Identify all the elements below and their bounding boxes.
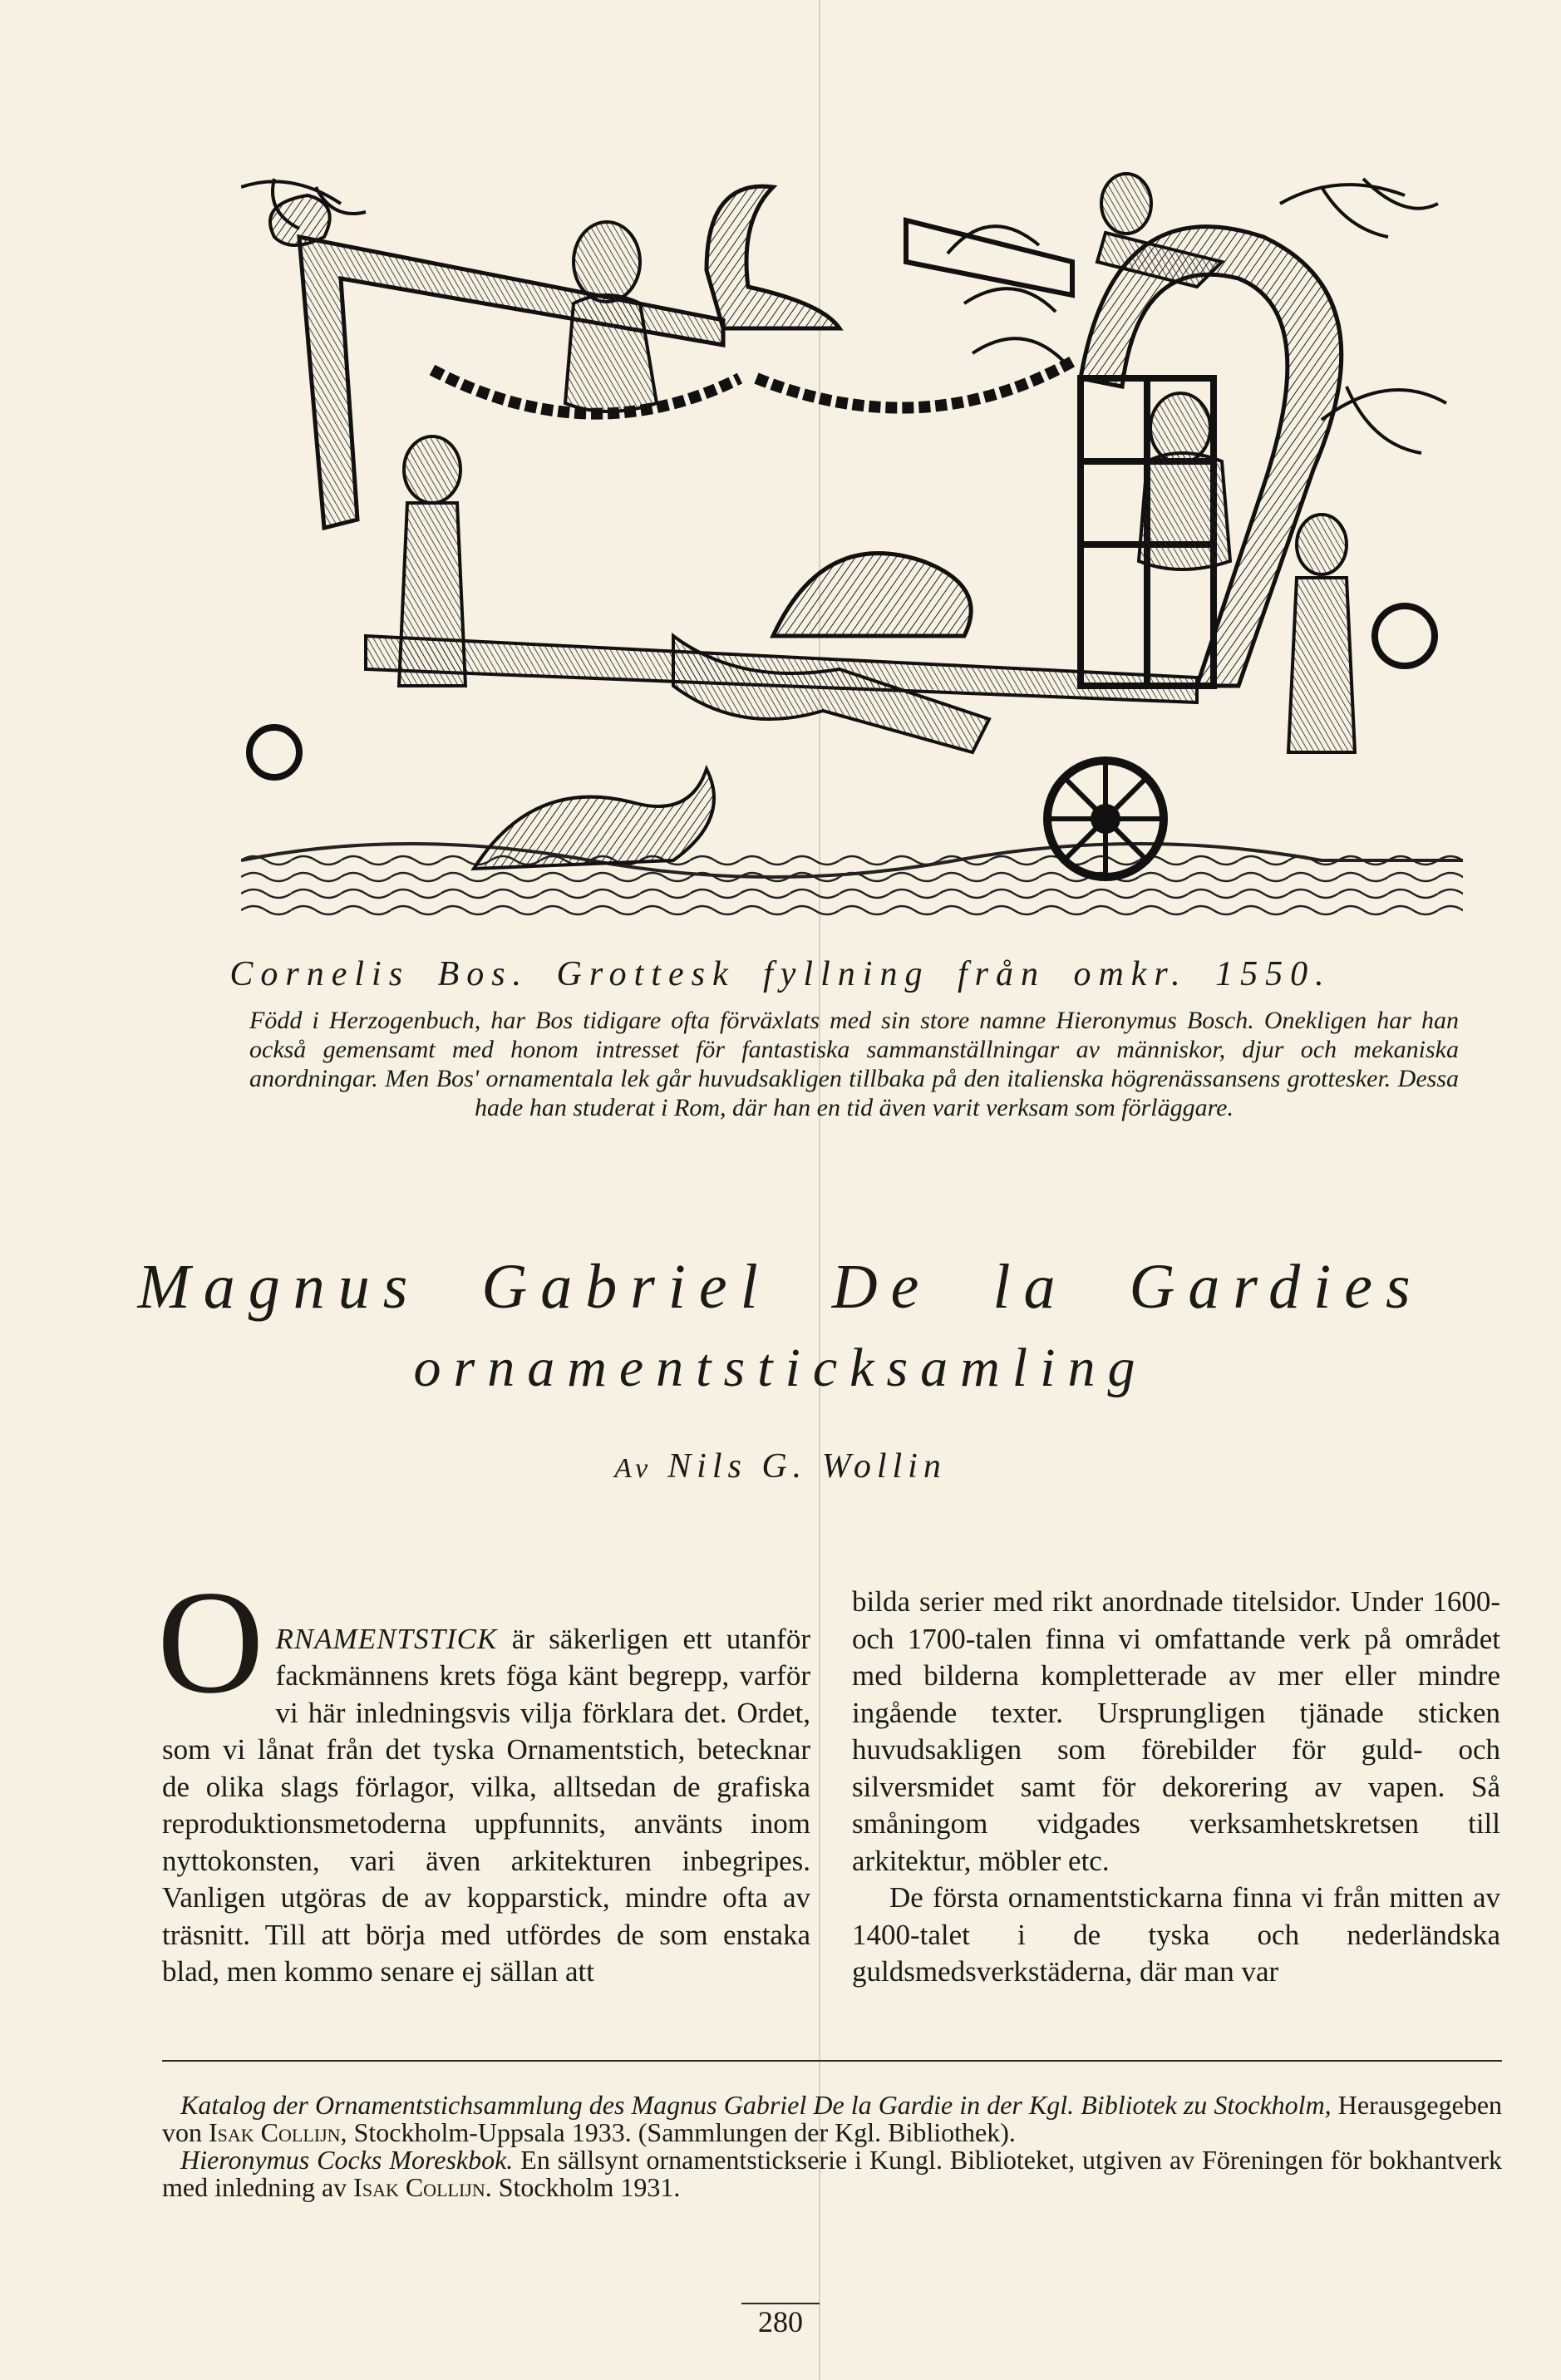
footnotes	[162, 2060, 1502, 2201]
left-column	[157, 1560, 810, 1991]
caption-title: Cornelis Bos. Grottesk fyllning från omkr. 1550.	[229, 955, 1332, 993]
footnote-2	[162, 2146, 1502, 2201]
left-column-text: är säkerligen ett utanför fackmännens krets föga känt begrepp, varför vi här inledningsvis vilja förklara det. Ordet, som vi lånat från det tyska Ornamentstich, betecknar de olika slags förlagor, vilka, alltsedan de grafiska reproduktionsmetoderna uppfunnits, använts inom nyttokonsten, vari även arkitekturen inbegripes. Vanligen utgöras de av kopparstick, mindre ofta av träsnitt. Till att börja med utfördes de som enstaka blad, men kommo senare ej sällan att	[162, 1622, 810, 1988]
left-column-paragraph	[157, 1560, 810, 1991]
lead-word: RNAMENTSTICK	[275, 1622, 498, 1655]
footnote-2-mid: En sällsynt ornamentstickserie i Kungl. Biblioteket, utgiven av Föreningen för bokhantverk med inledning av	[162, 2145, 1503, 2202]
engraving-svg	[241, 170, 1463, 927]
footnote-2-author: Isak Collijn.	[353, 2172, 492, 2202]
footnote-1-author: Isak Collijn,	[209, 2117, 347, 2147]
byline-av: Av	[614, 1453, 653, 1484]
article-title-line-2: ornamentsticksamling	[413, 1338, 1148, 1398]
footnote-1-title: Katalog der Ornamentstichsammlung des Magnus Gabriel De la Gardie in der Kgl. Bibliotek zu Stockholm,	[180, 2090, 1332, 2120]
page-number-value: 280	[741, 2303, 820, 2339]
footnote-1	[162, 2092, 1502, 2146]
footnote-rule	[162, 2060, 1502, 2062]
byline-author: Nils G. Wollin	[667, 1447, 947, 1486]
byline	[0, 1446, 1561, 1486]
footnote-2-title: Hieronymus Cocks Moreskbok.	[180, 2145, 514, 2175]
grotesque-ornament-engraving-icon	[241, 170, 1463, 927]
footnote-1-rest: Stockholm-Uppsala 1933. (Sammlungen der Kgl. Bibliothek).	[353, 2117, 1016, 2147]
right-column-paragraph-1: bilda serier med rikt anordnade titelsidor. Under 1600- och 1700-talen finna vi omfattande verk på området med bilderna kompletterade av mer eller mindre ingående texter. Ursprungligen tjänade sticken huvudsakligen som förebilder för guld- och silversmidet samt för dekorering av vapen. Så småningom vidgades verksamhetskretsen till arkitektur, möbler etc.	[852, 1585, 1500, 1877]
drop-cap: O	[157, 1560, 264, 1724]
footnote-2-rest: Stockholm 1931.	[498, 2172, 681, 2202]
article-title-line-1: Magnus Gabriel De la Gardies	[137, 1252, 1424, 1322]
page-number	[0, 2303, 1561, 2339]
right-column-paragraph-2: De första ornamentstickarna finna vi från mitten av 1400-talet i de tyska och nederländska guldsmedsverkstäderna, där man var	[852, 1881, 1500, 1988]
right-column	[852, 1584, 1500, 1991]
caption-text: Född i Herzogenbuch, har Bos tidigare ofta förväxlats med sin store namne Hieronymus Bosch. Onekligen har han också gemensamt med honom intresset för fantastiska sammanställningar av människor, djur och mekaniska anordningar. Men Bos' ornamentala lek går huvudsakligen tillbaka på den italienska högrenässansens grottesker. Dessa hade han studerat i Rom, där han en tid även varit verksam som förläggare.	[249, 1007, 1459, 1121]
footnote-1-mid: Herausgegeben von	[162, 2090, 1503, 2147]
